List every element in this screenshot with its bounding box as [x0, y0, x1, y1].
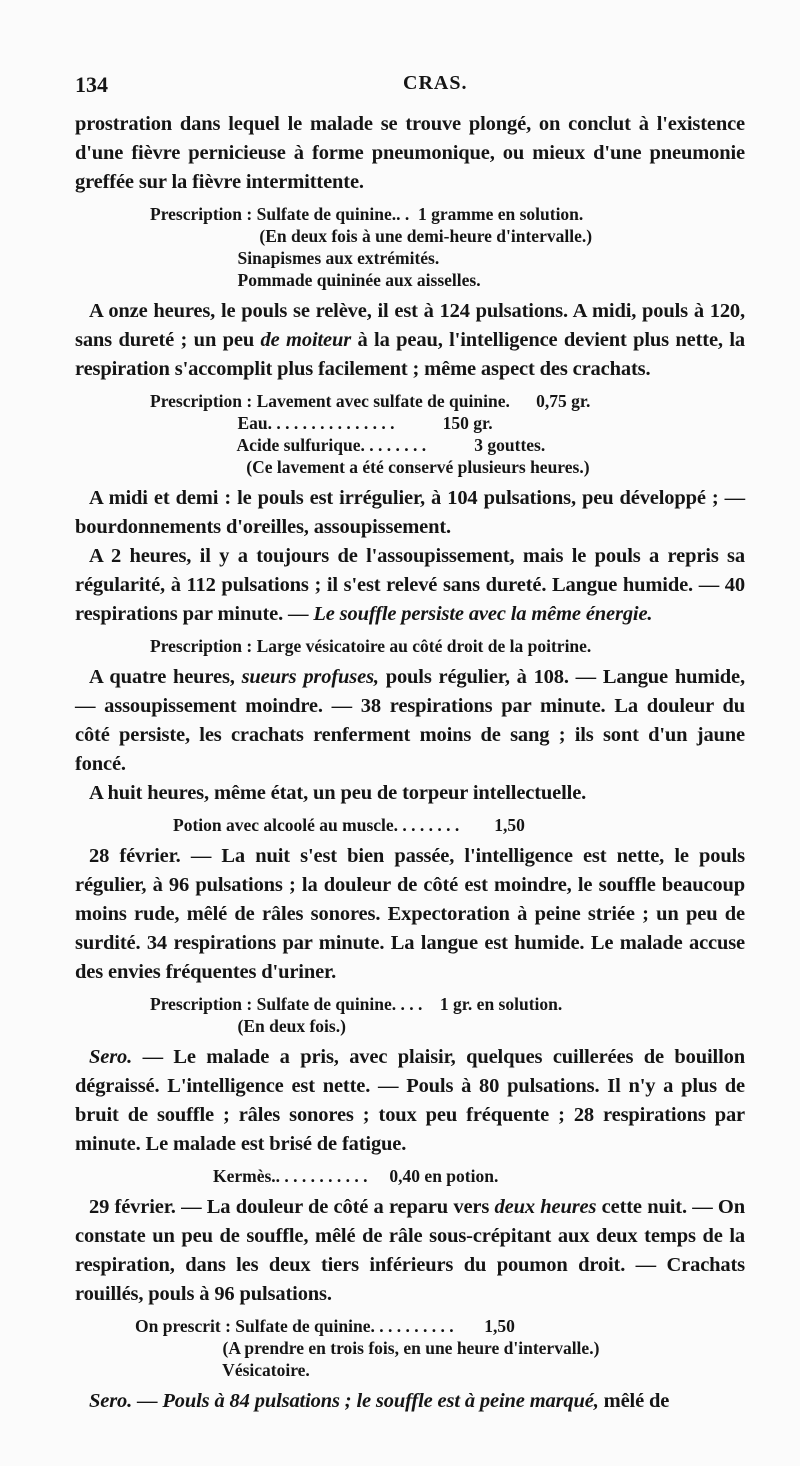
paragraph — [75, 1193, 745, 1309]
prescription-block — [75, 390, 745, 478]
text-run: A midi et demi : le pouls est irrégulier, à 104 pulsations, peu développé ; — bourdonnements d'oreilles, assoupissement. — [75, 487, 745, 538]
text-run: A huit heures, même état, un peu de torpeur intellectuelle. — [89, 782, 587, 804]
page-header — [75, 72, 745, 100]
italic-text: sueurs profuses, — [241, 666, 379, 688]
prescription-line: (A prendre en trois fois, en une heure d'intervalle.) — [135, 1338, 600, 1358]
paragraph — [75, 779, 745, 808]
paragraph — [75, 663, 745, 779]
prescription-block — [75, 1165, 745, 1187]
italic-text: Le souffle persiste avec la même énergie. — [313, 603, 653, 625]
prescription-line: Pommade quininée aux aisselles. — [150, 270, 481, 290]
text-run: 29 février. — La douleur de côté a reparu vers — [89, 1196, 495, 1218]
prescription-block — [75, 993, 745, 1037]
prescription-block — [75, 1315, 745, 1381]
prescription-line: (En deux fois à une demi-heure d'intervalle.) — [150, 226, 593, 246]
prescription-line: Prescription : Large vésicatoire au côté droit de la poitrine. — [150, 636, 592, 656]
text-run: — Le malade a pris, avec plaisir, quelques cuillerées de bouillon dégraissé. L'intelligence est nette. — Pouls à 80 pulsations. Il n'y a plus de bruit de souffle ; râles sonores ; toux peu fréquente ; 28 respirations par minute. Le malade est brisé de fatigue. — [75, 1046, 745, 1155]
text-run: pouls régulier, à 108. — Langue humide, — assoupissement moindre. — 38 respirations par minute. La douleur du côté persiste, les crachats renferment moins de sang ; ils sont d'un jaune foncé. — [75, 666, 745, 775]
prescription-block — [75, 635, 745, 657]
prescription-line: Eau. . . . . . . . . . . . . . . 150 gr. — [150, 413, 493, 433]
italic-text: Sero. — Pouls à 84 pulsations ; le souffle est à peine marqué, — [89, 1390, 599, 1412]
prescription-line: Vésicatoire. — [135, 1360, 310, 1380]
text-run: à la peau, l'intelligence devient plus nette, la respiration s'accomplit plus facilement ; même aspect des crachats. — [75, 329, 745, 380]
prescription-block — [75, 814, 745, 836]
page-body — [75, 110, 745, 1416]
text-run: prostration dans lequel le malade se trouve plongé, on conclut à l'existence d'une fièvre pernicieuse à forme pneumonique, ou mieux d'une pneumonie greffée sur la fièvre intermittente. — [75, 113, 745, 193]
prescription-line: Sinapismes aux extrémités. — [150, 248, 440, 268]
prescription-line: Prescription : Lavement avec sulfate de quinine. 0,75 gr. — [150, 391, 591, 411]
italic-text: de moiteur — [260, 329, 352, 351]
prescription-line: Kermès.. . . . . . . . . . . 0,40 en potion. — [213, 1166, 499, 1186]
text-run: cette nuit. — On constate un peu de souffle, mêlé de râle sous-crépitant aux deux temps de la respiration, dans les deux tiers inférieurs du poumon droit. — Crachats rouillés, pouls à 96 pulsations. — [75, 1196, 745, 1305]
italic-text: Sero. — [89, 1046, 133, 1068]
prescription-line: (En deux fois.) — [150, 1016, 346, 1036]
paragraph — [75, 297, 745, 384]
text-run: A 2 heures, il y a toujours de l'assoupissement, mais le pouls a repris sa régularité, à 112 pulsations ; il s'est relevé sans dureté. Langue humide. — 40 respirations par minute. — — [75, 545, 745, 625]
paragraph — [75, 110, 745, 197]
prescription-line: Prescription : Sulfate de quinine. . . . 1 gr. en solution. — [150, 994, 563, 1014]
italic-text: deux heures — [494, 1196, 597, 1218]
page-number: 134 — [75, 72, 108, 97]
text-run: A quatre heures, — [89, 666, 242, 688]
prescription-block — [75, 203, 745, 291]
paragraph — [75, 1387, 745, 1416]
paragraph — [75, 542, 745, 629]
paragraph — [75, 842, 745, 987]
prescription-line: Acide sulfurique. . . . . . . . 3 gouttes. — [150, 435, 546, 455]
prescription-line: (Ce lavement a été conservé plusieurs heures.) — [150, 457, 590, 477]
prescription-line: On prescrit : Sulfate de quinine. . . . . . . . . . 1,50 — [135, 1316, 515, 1336]
text-run: A onze heures, le pouls se relève, il est à 124 pulsations. A midi, pouls à 120, sans dureté ; un peu — [75, 300, 745, 351]
running-head: CRAS. — [403, 72, 468, 94]
paragraph — [75, 484, 745, 542]
prescription-line: Prescription : Sulfate de quinine.. . 1 gramme en solution. — [150, 204, 584, 224]
text-run: 28 février. — La nuit s'est bien passée, l'intelligence est nette, le pouls régulier, à 96 pulsations ; la douleur de côté est moindre, le souffle beaucoup moins rude, mêlé de râles sonores. Expectoration à peine striée ; un peu de surdité. 34 respirations par minute. La langue est humide. Le malade accuse des envies fréquentes d'uriner. — [75, 845, 745, 983]
prescription-line: Potion avec alcoolé au muscle. . . . . . . . 1,50 — [173, 815, 525, 835]
text-run: mêlé de — [598, 1390, 670, 1412]
paragraph — [75, 1043, 745, 1159]
